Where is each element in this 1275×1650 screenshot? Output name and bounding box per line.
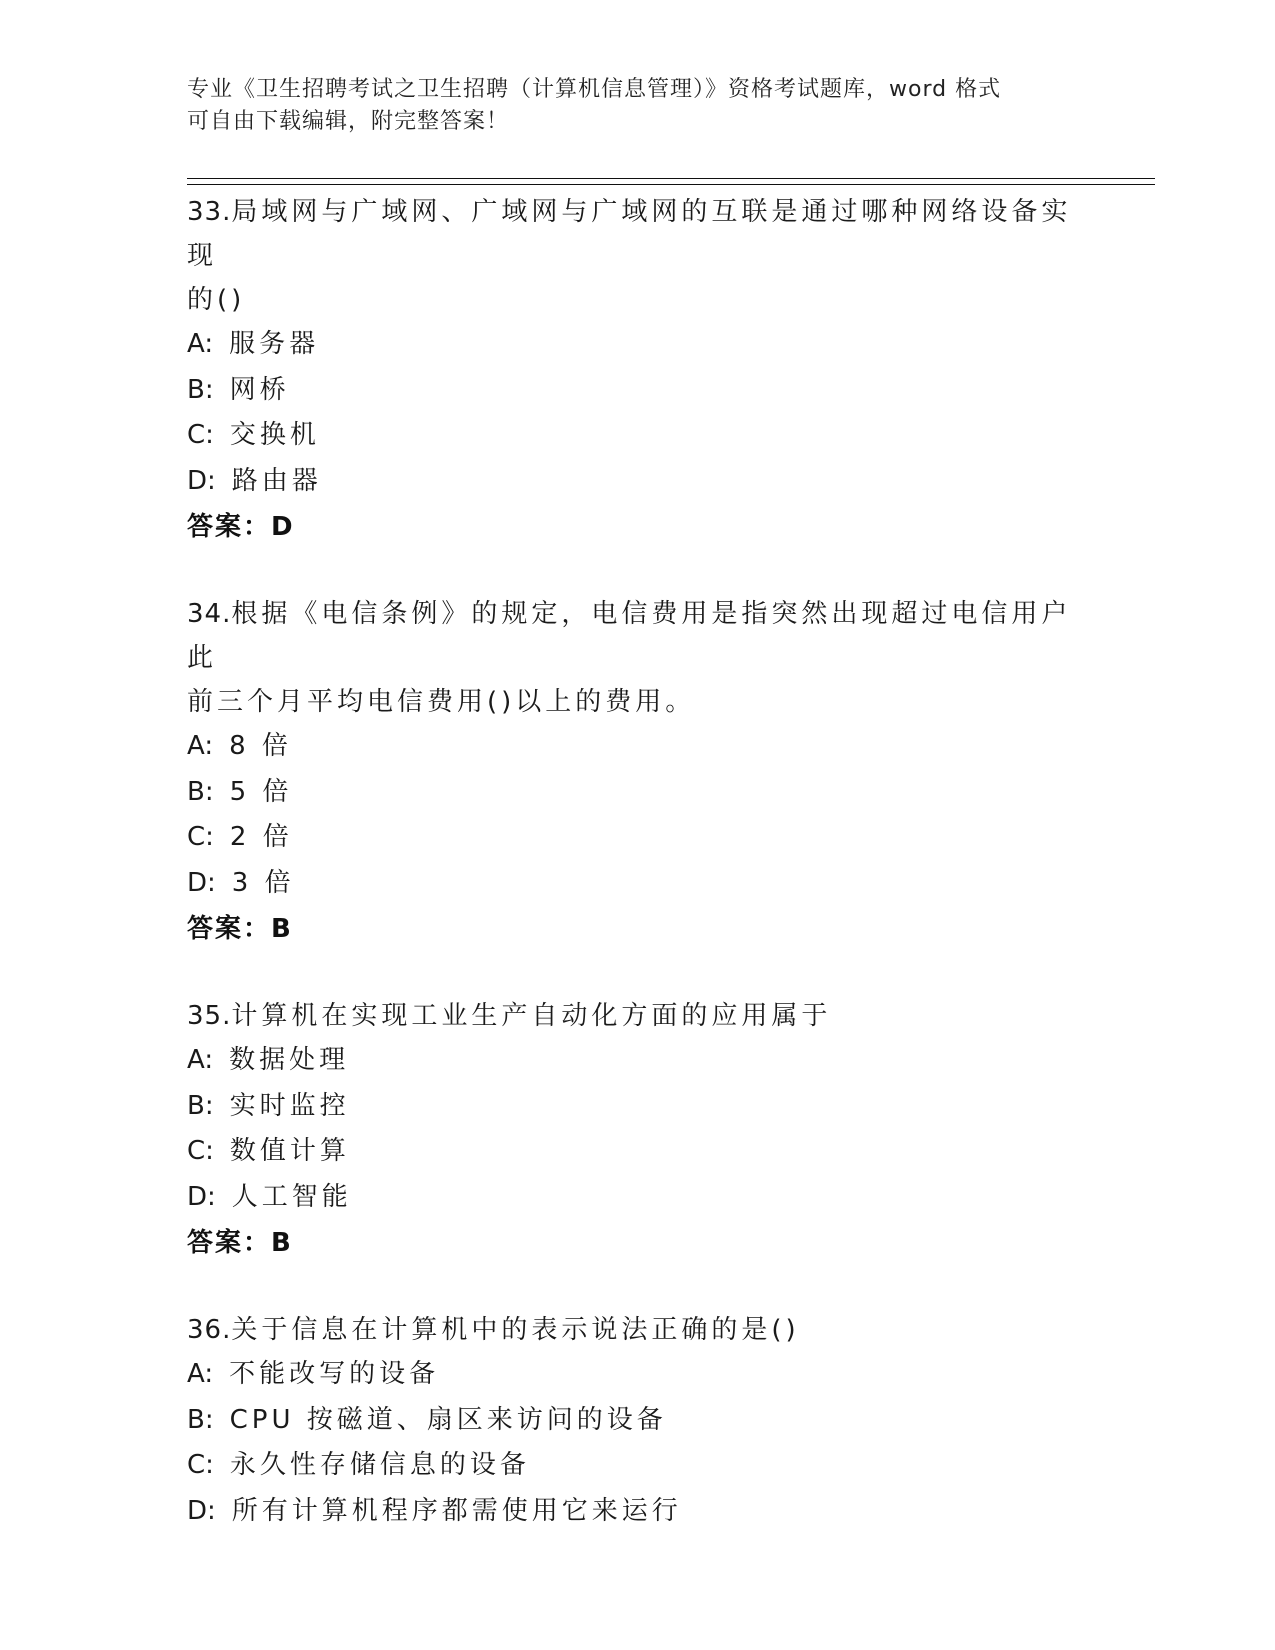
- question-list: [187, 190, 1087, 1576]
- header-divider-top: [187, 178, 1155, 179]
- header-line-1: 专业《卫生招聘考试之卫生招聘（计算机信息管理）》资格考试题库，word 格式: [187, 77, 1002, 102]
- option-text: 5 倍: [229, 776, 293, 807]
- option-text: 所有计算机程序都需使用它来运行: [231, 1495, 682, 1526]
- header-divider-bottom: [187, 184, 1155, 185]
- document-header: [187, 74, 1087, 138]
- option-letter: D:: [187, 465, 216, 496]
- option-letter: A:: [187, 329, 214, 359]
- option-b: [187, 1084, 1087, 1130]
- question-number: 33.: [187, 197, 232, 227]
- option-letter: C:: [187, 822, 214, 852]
- option-text: 交换机: [229, 420, 320, 450]
- option-letter: C:: [187, 420, 214, 450]
- question-number: 35.: [187, 1001, 232, 1031]
- option-c: [187, 1129, 1087, 1175]
- question-text-line-1: 关于信息在计算机中的表示说法正确的是(): [231, 1315, 800, 1345]
- option-text: 网桥: [229, 374, 290, 405]
- answer: 答案：D: [187, 512, 295, 542]
- option-b: [187, 1398, 1087, 1444]
- question-stem: [187, 994, 1087, 1038]
- option-d: [187, 459, 1087, 505]
- option-text: 服务器: [229, 329, 320, 359]
- option-letter: D:: [187, 867, 216, 898]
- question-text-line-2: 前三个月平均电信费用()以上的费用。: [187, 687, 696, 717]
- option-text: 实时监控: [229, 1090, 350, 1121]
- option-letter: A:: [187, 1359, 214, 1389]
- option-text: 不能改写的设备: [229, 1359, 440, 1389]
- question-number: 36.: [187, 1315, 232, 1345]
- question-36: [187, 1308, 1087, 1534]
- option-text: 数据处理: [229, 1045, 350, 1075]
- option-text: 2 倍: [229, 822, 293, 852]
- option-text: 8 倍: [229, 731, 292, 761]
- option-a: [187, 724, 1087, 770]
- option-letter: A:: [187, 1045, 214, 1075]
- answer: 答案：B: [187, 914, 293, 944]
- option-c: [187, 413, 1087, 459]
- option-a: [187, 1352, 1087, 1398]
- option-text: CPU 按磁道、扇区来访问的设备: [229, 1404, 667, 1435]
- question-stem: [187, 592, 1087, 724]
- answer: 答案：B: [187, 1228, 293, 1258]
- header-line-2: 可自由下载编辑，附完整答案！: [187, 109, 510, 134]
- option-c: [187, 1443, 1087, 1489]
- option-letter: B:: [187, 374, 214, 405]
- option-text: 永久性存储信息的设备: [229, 1450, 530, 1480]
- question-text-line-1: 局域网与广域网、广域网与广域网的互联是通过哪种网络设备实现: [187, 197, 1072, 271]
- option-text: 人工智能: [231, 1181, 352, 1212]
- option-d: [187, 1175, 1087, 1221]
- option-a: [187, 1038, 1087, 1084]
- question-stem: [187, 190, 1087, 322]
- question-stem: [187, 1308, 1087, 1352]
- option-text: 路由器: [231, 465, 322, 496]
- question-text-line-1: 计算机在实现工业生产自动化方面的应用属于: [231, 1001, 832, 1031]
- option-d: [187, 1489, 1087, 1535]
- option-b: [187, 368, 1087, 414]
- option-text: 数值计算: [229, 1136, 350, 1166]
- question-text-line-2: 的(): [187, 285, 246, 315]
- option-text: 3 倍: [231, 867, 295, 898]
- option-b: [187, 770, 1087, 816]
- question-number: 34.: [187, 599, 232, 629]
- option-letter: B:: [187, 776, 214, 807]
- option-letter: B:: [187, 1090, 214, 1121]
- question-33: [187, 190, 1087, 550]
- option-letter: D:: [187, 1495, 216, 1526]
- option-letter: D:: [187, 1181, 216, 1212]
- option-letter: B:: [187, 1404, 214, 1435]
- option-c: [187, 815, 1087, 861]
- question-35: [187, 994, 1087, 1266]
- option-a: [187, 322, 1087, 368]
- question-text-line-1: 根据《电信条例》的规定，电信费用是指突然出现超过电信用户此: [187, 599, 1072, 673]
- question-34: [187, 592, 1087, 952]
- option-letter: C:: [187, 1136, 214, 1166]
- option-d: [187, 861, 1087, 907]
- option-letter: C:: [187, 1450, 214, 1480]
- option-letter: A:: [187, 731, 214, 761]
